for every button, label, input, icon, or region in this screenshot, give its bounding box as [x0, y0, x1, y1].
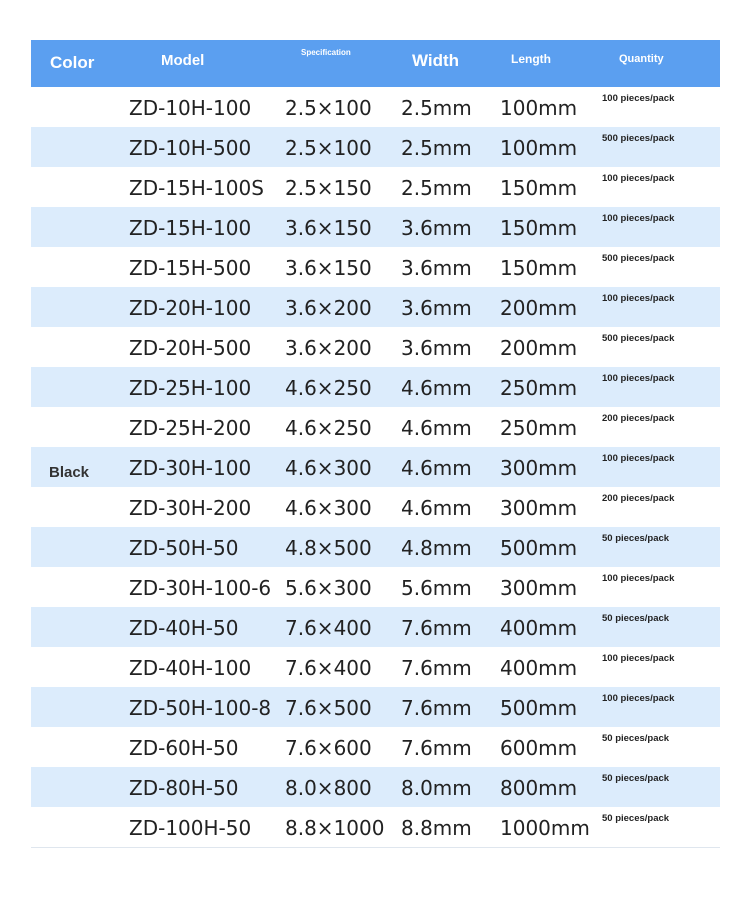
table-row: [31, 767, 720, 807]
width-cell: 3.6mm: [401, 216, 472, 240]
quantity-cell: 100 pieces/pack: [602, 373, 675, 384]
length-cell: 100mm: [500, 136, 578, 160]
model-cell: ZD-30H-200: [129, 496, 252, 520]
length-cell: 100mm: [500, 96, 578, 120]
header-quantity: Quantity: [619, 53, 664, 65]
specification-cell: 4.6×250: [285, 416, 372, 440]
model-cell: ZD-30H-100-6: [129, 576, 272, 600]
width-cell: 3.6mm: [401, 256, 472, 280]
specification-cell: 4.6×300: [285, 496, 372, 520]
length-cell: 150mm: [500, 176, 578, 200]
model-cell: ZD-25H-200: [129, 416, 252, 440]
table-row: [31, 527, 720, 567]
table-row: [31, 167, 720, 207]
quantity-cell: 200 pieces/pack: [602, 493, 675, 504]
specification-cell: 3.6×200: [285, 296, 372, 320]
table-row: [31, 407, 720, 447]
quantity-cell: 100 pieces/pack: [602, 693, 675, 704]
specification-cell: 7.6×600: [285, 736, 372, 760]
quantity-cell: 50 pieces/pack: [602, 773, 670, 784]
length-cell: 1000mm: [500, 816, 590, 840]
quantity-cell: 500 pieces/pack: [602, 253, 675, 264]
specification-cell: 3.6×200: [285, 336, 372, 360]
quantity-cell: 100 pieces/pack: [602, 93, 675, 104]
model-cell: ZD-40H-100: [129, 656, 252, 680]
model-cell: ZD-10H-500: [129, 136, 252, 160]
specification-cell: 7.6×400: [285, 656, 372, 680]
specification-cell: 2.5×150: [285, 176, 372, 200]
table-row: [31, 87, 720, 127]
table-header: [31, 40, 720, 87]
width-cell: 4.8mm: [401, 536, 472, 560]
quantity-cell: 500 pieces/pack: [602, 333, 675, 344]
model-cell: ZD-15H-500: [129, 256, 252, 280]
quantity-cell: 100 pieces/pack: [602, 573, 675, 584]
specification-cell: 7.6×400: [285, 616, 372, 640]
table-row: [31, 127, 720, 167]
width-cell: 2.5mm: [401, 136, 472, 160]
table-row: [31, 687, 720, 727]
specification-cell: 4.6×250: [285, 376, 372, 400]
table-row: [31, 287, 720, 327]
specification-cell: 4.6×300: [285, 456, 372, 480]
specification-cell: 7.6×500: [285, 696, 372, 720]
specification-cell: 4.8×500: [285, 536, 372, 560]
length-cell: 250mm: [500, 416, 578, 440]
length-cell: 250mm: [500, 376, 578, 400]
table-row: [31, 567, 720, 607]
model-cell: ZD-30H-100: [129, 456, 252, 480]
width-cell: 7.6mm: [401, 616, 472, 640]
length-cell: 400mm: [500, 656, 578, 680]
specification-cell: 8.0×800: [285, 776, 372, 800]
length-cell: 150mm: [500, 256, 578, 280]
header-color: Color: [50, 53, 95, 72]
width-cell: 3.6mm: [401, 336, 472, 360]
model-cell: ZD-60H-50: [129, 736, 239, 760]
header-length: Length: [511, 52, 551, 66]
quantity-cell: 500 pieces/pack: [602, 133, 675, 144]
width-cell: 3.6mm: [401, 296, 472, 320]
length-cell: 500mm: [500, 696, 578, 720]
width-cell: 8.0mm: [401, 776, 472, 800]
table-row: [31, 607, 720, 647]
length-cell: 600mm: [500, 736, 578, 760]
model-cell: ZD-15H-100S: [129, 176, 264, 200]
table-bottom-border: [31, 847, 720, 848]
quantity-cell: 50 pieces/pack: [602, 733, 670, 744]
specification-cell: 5.6×300: [285, 576, 372, 600]
length-cell: 400mm: [500, 616, 578, 640]
quantity-cell: 100 pieces/pack: [602, 173, 675, 184]
quantity-cell: 100 pieces/pack: [602, 453, 675, 464]
table-row: [31, 247, 720, 287]
specification-cell: 8.8×1000: [285, 816, 385, 840]
length-cell: 200mm: [500, 296, 578, 320]
width-cell: 7.6mm: [401, 656, 472, 680]
width-cell: 4.6mm: [401, 456, 472, 480]
quantity-cell: 100 pieces/pack: [602, 653, 675, 664]
model-cell: ZD-40H-50: [129, 616, 239, 640]
model-cell: ZD-15H-100: [129, 216, 252, 240]
length-cell: 800mm: [500, 776, 578, 800]
width-cell: 4.6mm: [401, 416, 472, 440]
table-row: [31, 367, 720, 407]
model-cell: ZD-20H-100: [129, 296, 252, 320]
quantity-cell: 50 pieces/pack: [602, 613, 670, 624]
model-cell: ZD-10H-100: [129, 96, 252, 120]
table-body: [31, 87, 720, 847]
quantity-cell: 50 pieces/pack: [602, 533, 670, 544]
width-cell: 4.6mm: [401, 376, 472, 400]
quantity-cell: 200 pieces/pack: [602, 413, 675, 424]
table-row: [31, 807, 720, 847]
length-cell: 200mm: [500, 336, 578, 360]
quantity-cell: 100 pieces/pack: [602, 293, 675, 304]
header-model: Model: [161, 52, 205, 69]
length-cell: 300mm: [500, 496, 578, 520]
specification-cell: 3.6×150: [285, 216, 372, 240]
width-cell: 5.6mm: [401, 576, 472, 600]
header-specification: Specification: [301, 48, 351, 57]
width-cell: 8.8mm: [401, 816, 472, 840]
width-cell: 2.5mm: [401, 96, 472, 120]
table-row: [31, 487, 720, 527]
header-width: Width: [412, 51, 460, 70]
quantity-cell: 50 pieces/pack: [602, 813, 670, 824]
model-cell: ZD-50H-100-8: [129, 696, 272, 720]
width-cell: 7.6mm: [401, 696, 472, 720]
width-cell: 4.6mm: [401, 496, 472, 520]
table-row: [31, 327, 720, 367]
model-cell: ZD-100H-50: [129, 816, 252, 840]
model-cell: ZD-80H-50: [129, 776, 239, 800]
model-cell: ZD-20H-500: [129, 336, 252, 360]
table-row: [31, 447, 720, 487]
table-row: [31, 207, 720, 247]
width-cell: 7.6mm: [401, 736, 472, 760]
length-cell: 300mm: [500, 576, 578, 600]
product-spec-table: [31, 40, 720, 847]
quantity-cell: 100 pieces/pack: [602, 213, 675, 224]
specification-cell: 2.5×100: [285, 96, 372, 120]
model-cell: ZD-50H-50: [129, 536, 239, 560]
length-cell: 300mm: [500, 456, 578, 480]
specification-cell: 3.6×150: [285, 256, 372, 280]
table-row: [31, 647, 720, 687]
model-cell: ZD-25H-100: [129, 376, 252, 400]
color-value: Black: [49, 464, 90, 481]
length-cell: 150mm: [500, 216, 578, 240]
length-cell: 500mm: [500, 536, 578, 560]
specification-cell: 2.5×100: [285, 136, 372, 160]
table-row: [31, 727, 720, 767]
width-cell: 2.5mm: [401, 176, 472, 200]
